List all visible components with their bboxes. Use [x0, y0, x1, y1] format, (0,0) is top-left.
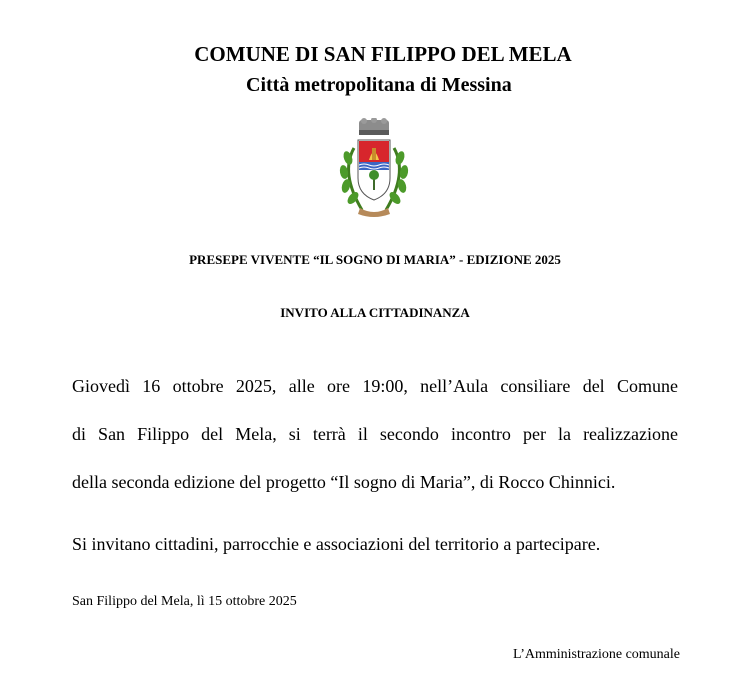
paragraph-line: della seconda edizione del progetto “Il sogno di Maria”, di Rocco Chinnici. [72, 472, 616, 492]
invitation-paragraph [72, 362, 678, 506]
municipality-title: COMUNE DI SAN FILIPPO DEL MELA [194, 42, 572, 66]
event-title: PRESEPE VIVENTE “IL SOGNO DI MARIA” - EDIZIONE 2025 [189, 252, 561, 267]
participation-paragraph [72, 520, 678, 568]
paragraph-line: Giovedì 16 ottobre 2025, alle ore 19:00, nell’Aula consiliare del Comune [72, 376, 678, 396]
paragraph-line: di San Filippo del Mela, si terrà il secondo incontro per la realizzazione [72, 424, 678, 444]
invitation-heading: INVITO ALLA CITTADINANZA [280, 305, 470, 320]
place-and-date: San Filippo del Mela, lì 15 ottobre 2025 [72, 594, 297, 609]
municipal-coat-of-arms-icon [332, 118, 416, 220]
paragraph-line: Si invitano cittadini, parrocchie e associazioni del territorio a partecipare. [72, 534, 601, 554]
metropolitan-city-subtitle: Città metropolitana di Messina [246, 74, 512, 96]
signature: L’Amministrazione comunale [512, 647, 680, 662]
